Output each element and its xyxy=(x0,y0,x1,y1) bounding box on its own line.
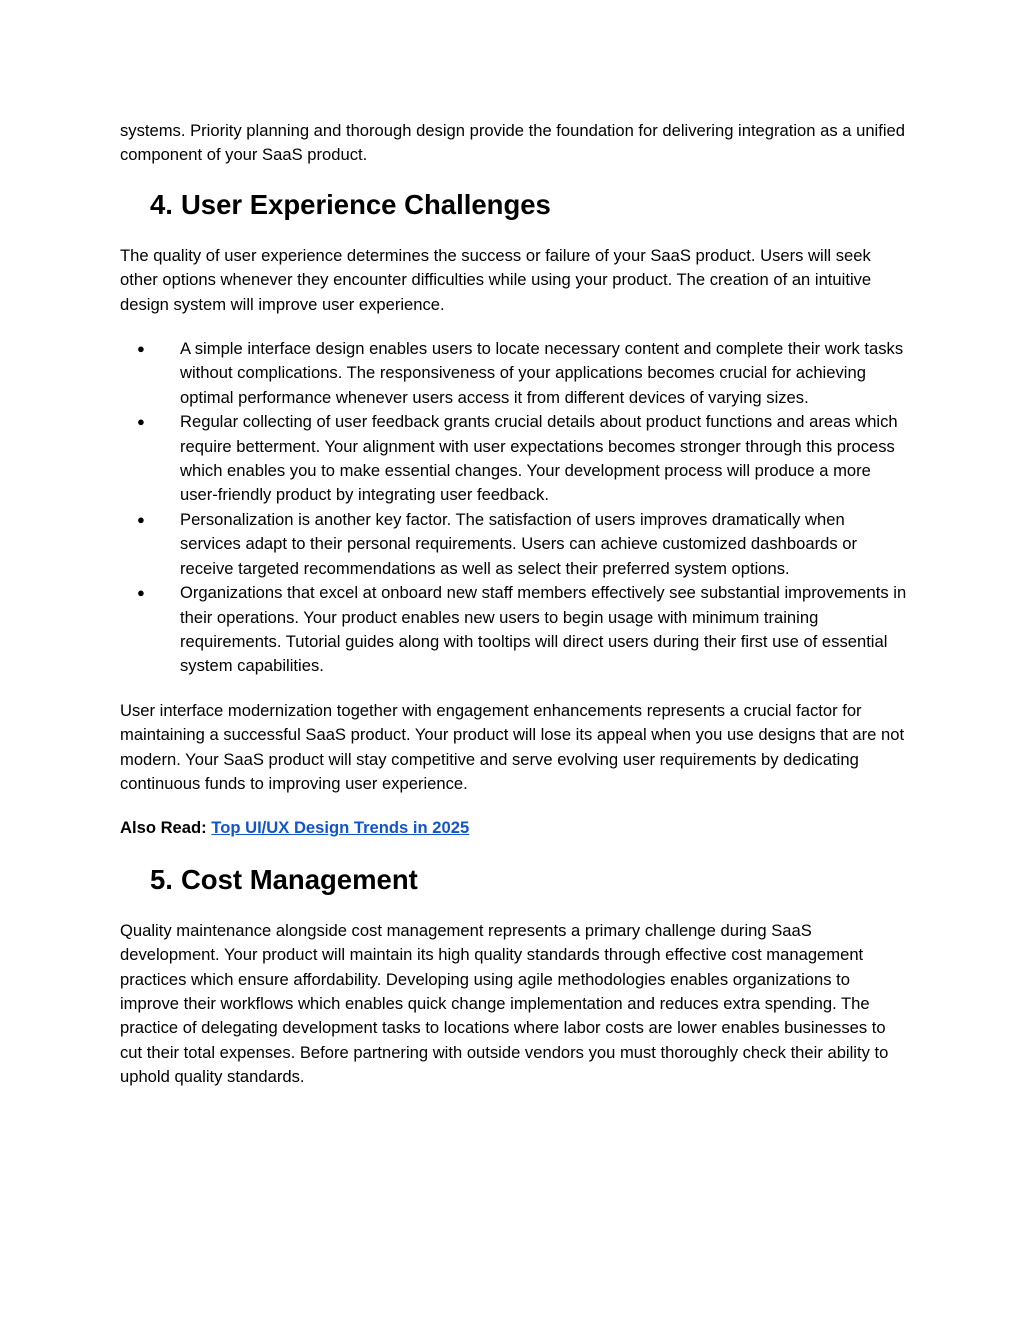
section-4-title: User Experience Challenges xyxy=(180,188,551,220)
list-item-text: Regular collecting of user feedback grants crucial details about product functions and areas which require betterment. Your alignment with user expectations becomes stronger through this process which enables you to make essential changes. Your development process will produce a more user-friendly product by integrating user feedback. xyxy=(180,412,898,505)
section-5-heading xyxy=(120,863,910,897)
list-item-text: Organizations that excel at onboard new staff members effectively see substantial improvements in their operations. Your product enables new users to begin usage with minimum training requirements. Tutorial guides along with tooltips will direct users during their first use of essential system capabilities. xyxy=(180,583,907,676)
section-5-number: 5. xyxy=(150,863,173,895)
section-5-paragraph-1: Quality maintenance alongside cost management represents a primary challenge during SaaS development. Your product will maintain its high quality standards through effective cost management practices which ensure affordability. Developing using agile methodologies enables organizations to improve their workflows which enables quick change implementation and reduces extra spending. The practice of delegating development tasks to locations where labor costs are lower enables businesses to cut their total expenses. Before partnering with outside vendors you must thoroughly check their ability to uphold quality standards. xyxy=(120,920,889,1087)
section-5-title: Cost Management xyxy=(180,863,418,895)
section-4-paragraph-1: The quality of user experience determines the success or failure of your SaaS product. Users will seek other options whenever they encounter difficulties while using your product. The creation of an intuitive design system will improve user experience. xyxy=(120,245,872,314)
section-4-paragraph-2: User interface modernization together with engagement enhancements represents a crucial factor for maintaining a successful SaaS product. Your product will lose its appeal when you use designs that are not modern. Your SaaS product will stay competitive and serve evolving user requirements by dedicating continuous funds to improving user experience. xyxy=(120,700,905,793)
also-read-line xyxy=(120,816,910,840)
list-item xyxy=(120,337,910,410)
list-item xyxy=(120,508,910,581)
document-page xyxy=(120,119,910,1090)
section-4-heading xyxy=(120,188,910,222)
bullet-icon: ● xyxy=(137,414,145,430)
section-4-number: 4. xyxy=(150,188,173,220)
intro-paragraph: systems. Priority planning and thorough design provide the foundation for delivering integration as a unified component of your SaaS product. xyxy=(120,121,906,165)
bullet-icon: ● xyxy=(137,511,145,527)
section-4-bullet-list xyxy=(120,337,910,679)
also-read-label: Also Read: xyxy=(120,818,207,838)
bullet-icon: ● xyxy=(137,585,145,601)
list-item xyxy=(120,410,910,508)
bullet-icon: ● xyxy=(137,341,145,357)
list-item-text: Personalization is another key factor. The satisfaction of users improves dramatically when services adapt to their personal requirements. Users can achieve customized dashboards or receive targeted recommendations as well as select their preferred system options. xyxy=(180,509,857,578)
also-read-link[interactable]: Top UI/UX Design Trends in 2025 xyxy=(211,818,470,838)
list-item-text: A simple interface design enables users to locate necessary content and complete their work tasks without complications. The responsiveness of your applications becomes crucial for achieving optimal performance whenever users access it from different devices of varying sizes. xyxy=(180,339,904,407)
list-item xyxy=(120,581,910,679)
